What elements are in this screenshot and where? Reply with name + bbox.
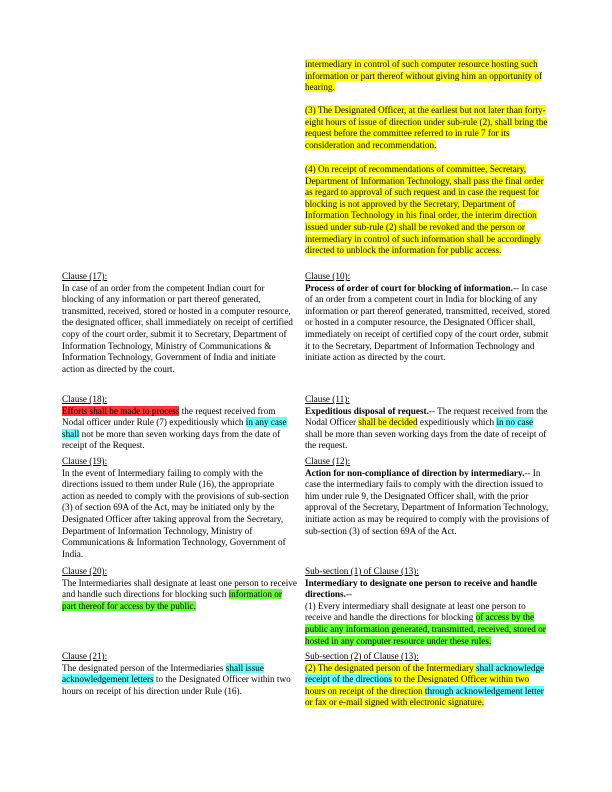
clause-11-heading: Clause (11): <box>305 394 350 404</box>
clause-13-sub-1-heading: Sub-section (1) of Clause (13): <box>305 566 419 576</box>
clause-17-body: In case of an order from the competent Indian court for blocking of any information or part thereof generated, transmitted, received, stored or hosted in a computer resource, the designated officer, shall immediately on receipt of certified copy of the court order, submit it to Secretary, Department of Information Technology, Ministry of Communications & Information Technology, Government of India and initiate action as directed by the court. <box>62 282 293 374</box>
clause-19 <box>62 456 298 560</box>
clause-20-heading: Clause (20): <box>62 566 108 576</box>
highlight-cyan: shall issue acknowledgement letters <box>62 662 264 685</box>
clause-17 <box>62 271 298 375</box>
highlight-green: information or part thereof for access by the public. <box>62 589 282 611</box>
clause-21 <box>62 651 298 697</box>
highlight-cyan: shall acknowledge receipt of the directions <box>305 662 545 685</box>
highlight-yellow: (3) The Designated Officer, at the earliest but not later than forty-eight hours of issue of direction under sub-rule (2), shall bring the request before the committee referred to in rule 7 for its consideration and recommendation. <box>305 105 548 150</box>
clause-13-sub-1-title: Intermediary to designate one person to receive and handle directions.-- <box>305 577 538 600</box>
right-para-3 <box>305 105 551 151</box>
clause-13-sub-1 <box>305 566 551 647</box>
highlight-yellow: or fax or e-mail signed with electronic signature. <box>305 697 485 708</box>
clause-12-body: Action for non-compliance of direction by intermediary.-- In case the intermediary fails to comply with the direction issued to him under rule 9, the Designated Officer shall, with the prior approval of the Secretary, Department of Information Technology, initiate action as may be required to comply with the provisions of sub-section (3) of section 69A of the Act. <box>305 467 550 536</box>
clause-13-sub-1-body: (1) Every intermediary shall designate at least one person to receive and handle the directions for blocking of access by the public any information generated, transmitted, received, stored or hosted in any computer resource under these rules. <box>305 600 546 646</box>
clause-12 <box>305 456 551 537</box>
highlight-green: of access by the public any information generated, transmitted, received, stored or hosted in any computer resource under these rules. <box>305 612 546 646</box>
clause-13-sub-2 <box>305 651 551 709</box>
clause-18-body: Efforts shall be made to process the request received from Nodal officer under Rule (7) expeditiously which in any case shall not be more than seven working days from the date of receipt of the Request. <box>62 405 287 451</box>
right-para-4 <box>305 164 551 257</box>
highlight-yellow: intermediary in control of such computer resource hosting such information or part thereof without giving him an opportunity of hearing. <box>305 59 543 93</box>
clause-10-body: Process of order of court for blocking of information.-- In case of an order from a competent court in India for blocking of any information or part thereof generated, transmitted, received, stored or hosted in a computer resource, the Designated Officer shall, immediately on receipt of certified copy of the court order, submit it to the Secretary, Department of Information Technology and initiate action as directed by the court. <box>305 282 550 363</box>
clause-19-body: In the event of Intermediary failing to comply with the directions issued to them under Rule (16), the appropriate action as needed to comply with the provisions of sub-section (3) of section 69A of the Act, may be initiated only by the Designated Officer after taking approval from the Secretary, Department of Information Technology, Ministry of Communications & Information Technology, Government of India. <box>62 467 289 559</box>
clause-10-heading: Clause (10): <box>305 271 351 281</box>
clause-20-body: The Intermediaries shall designate at least one person to receive and handle such directions for blocking such information or part thereof for access by the public. <box>62 577 297 611</box>
highlight-cyan: in any case shall <box>62 417 287 439</box>
highlight-cyan: through acknowledgement letter <box>424 685 544 696</box>
clause-18 <box>62 394 298 452</box>
highlight-yellow: shall be decided <box>358 417 418 428</box>
highlight-yellow: to the Designated Officer within two hours on receipt of the direction <box>305 674 530 696</box>
clause-17-heading: Clause (17): <box>62 271 108 281</box>
highlight-cyan: in no case <box>496 417 534 428</box>
clause-12-heading: Clause (12): <box>305 456 351 466</box>
clause-10 <box>305 271 551 364</box>
highlight-red: Efforts shall be made to process <box>62 405 180 416</box>
clause-20 <box>62 566 298 612</box>
highlight-yellow: (2) The designated person of the Intermediary <box>305 662 477 673</box>
clause-19-heading: Clause (19): <box>62 456 108 466</box>
clause-11 <box>305 394 551 452</box>
clause-13-sub-2-heading: Sub-section (2) of Clause (13): <box>305 651 419 661</box>
clause-21-body: The designated person of the Intermediaries shall issue acknowledgement letters to the Designated Officer within two hours on receipt of his direction under Rule (16). <box>62 662 291 696</box>
clause-13-sub-2-body <box>305 663 551 709</box>
highlight-yellow: (4) On receipt of recommendations of committee, Secretary, Department of Information Technology, shall pass the final order as regard to approval of such request and in case the request for blocking is not approved by the Secretary, Department of Information Technology in his final order, the interim direction issued under sub-rule (2) shall be revoked and the person or intermediary in control of such information shall be accordingly directed to unblock the information for public access. <box>305 164 544 256</box>
clause-18-heading: Clause (18): <box>62 394 108 404</box>
right-cont-paragraph <box>305 59 551 94</box>
clause-11-body: Expeditious disposal of request.-- The request received from the Nodal Officer shall be decided expeditiously which in no case shall be more than seven working days from the date of receipt of the request. <box>305 405 548 451</box>
clause-21-heading: Clause (21): <box>62 651 108 661</box>
